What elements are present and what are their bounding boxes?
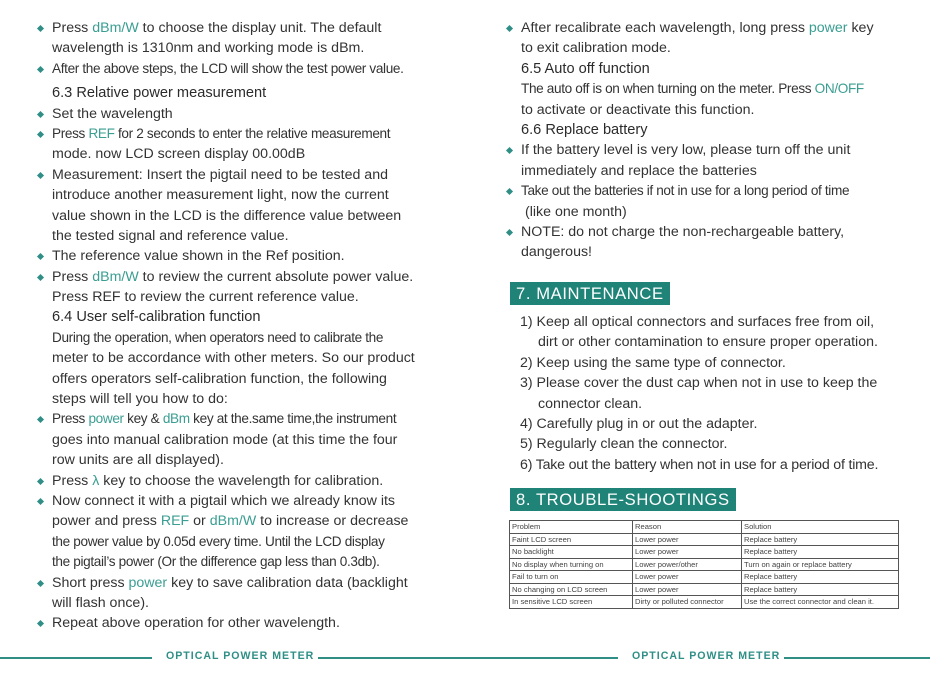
section-title: 7. MAINTENANCE: [510, 282, 670, 305]
footer-rule: [784, 657, 930, 659]
list-item: 1) Keep all optical connectors and surfaces free from oil,: [520, 314, 875, 330]
bullet-line: After the above steps, the LCD will show the test power value.: [36, 59, 444, 79]
heading-6-3: 6.3 Relative power measurement: [52, 85, 267, 102]
section-title: 8. TROUBLE-SHOOTINGS: [510, 488, 736, 511]
bullet-icon: [37, 111, 44, 118]
bullet-line: Press λ key to choose the wavelength for calibration.: [36, 471, 444, 491]
bullet-line: If the battery level is very low, please turn off the unit: [505, 140, 910, 160]
text-line: (like one month): [525, 203, 627, 220]
text-line: introduce another measurement light, now the current: [52, 187, 389, 204]
text-line: to exit calibration mode.: [521, 40, 671, 57]
bullet-icon: [506, 188, 513, 195]
table-cell: Lower power: [633, 571, 742, 584]
table-header-cell: Problem: [510, 521, 633, 534]
table-cell: Lower power: [633, 533, 742, 546]
bullet-icon: [506, 229, 513, 236]
text-line: offers operators self-calibration function, the following: [52, 370, 387, 387]
bullet-line: Press dBm/W to choose the display unit. The default: [36, 18, 444, 38]
text-line: the tested signal and reference value.: [52, 227, 289, 244]
bullet-icon: [37, 498, 44, 505]
text-line: During the operation, when operators need to calibrate the: [52, 329, 384, 345]
text-line: row units are all displayed).: [52, 452, 224, 469]
section-7-header: [510, 282, 670, 305]
table-cell: No backlight: [510, 546, 633, 559]
table-row: [510, 558, 899, 571]
footer-rule: [0, 657, 152, 659]
list-item: 4) Carefully plug in or out the adapter.: [520, 415, 758, 432]
list-item: 2) Keep using the same type of connector.: [520, 354, 786, 371]
text-line: mode. now LCD screen display 00.00dB: [52, 146, 306, 163]
bullet-line: Measurement: Insert the pigtail need to be tested and: [36, 165, 444, 185]
text-line: to activate or deactivate this function.: [521, 101, 755, 118]
text-line: value shown in the LCD is the difference value between: [52, 207, 402, 224]
table-cell: No changing on LCD screen: [510, 583, 633, 596]
bullet-icon: [37, 620, 44, 627]
list-item: 6) Take out the battery when not in use for a period of time.: [520, 456, 879, 473]
bullet-icon: [506, 25, 513, 32]
text-line: steps will tell you how to do:: [52, 391, 228, 408]
table-row: [510, 533, 899, 546]
table-cell: No display when turning on: [510, 558, 633, 571]
bullet-line: Repeat above operation for other wavelength.: [36, 613, 444, 633]
bullet-line: Set the wavelength: [36, 104, 444, 124]
table-cell: Faint LCD screen: [510, 533, 633, 546]
footer-title-left: OPTICAL POWER METER: [166, 650, 315, 662]
bullet-icon: [506, 147, 513, 154]
bullet-line: After recalibrate each wavelength, long press power key: [505, 18, 910, 38]
table-row: [510, 596, 899, 609]
text-line: wavelength is 1310nm and working mode is dBm.: [52, 40, 365, 57]
section-8-header: [510, 488, 736, 511]
bullet-line: Take out the batteries if not in use for a long period of time: [505, 181, 910, 201]
list-item: 3) Please cover the dust cap when not in use to keep the: [520, 375, 878, 392]
table-cell: Use the correct connector and clean it.: [742, 596, 899, 609]
table-cell: Replace battery: [742, 571, 899, 584]
bullet-line: Press dBm/W to review the current absolute power value.: [36, 267, 444, 287]
bullet-line: Now connect it with a pigtail which we already know its: [36, 491, 444, 511]
table-header-cell: Solution: [742, 521, 899, 534]
table-cell: Lower power: [633, 546, 742, 559]
maintenance-list: [508, 312, 908, 475]
table-cell: Replace battery: [742, 533, 899, 546]
bullet-line: Press REF for 2 seconds to enter the relative measurement: [36, 124, 444, 144]
bullet-icon: [37, 416, 44, 423]
table-cell: Replace battery: [742, 583, 899, 596]
text-line: dangerous!: [521, 244, 592, 261]
list-item: 5) Regularly clean the connector.: [520, 436, 728, 453]
bullet-icon: [37, 25, 44, 32]
text-line: goes into manual calibration mode (at this time the four: [52, 431, 398, 448]
bullet-line: Press power key & dBm key at the.same time,the instrument: [36, 409, 444, 429]
table-cell: Lower power: [633, 583, 742, 596]
bullet-icon: [37, 253, 44, 260]
bullet-icon: [37, 66, 44, 73]
right-column: [505, 18, 910, 263]
list-item-cont: connector clean.: [538, 395, 643, 412]
bullet-icon: [37, 478, 44, 485]
text-line: Press REF to review the current reference value.: [52, 289, 359, 306]
text-line: immediately and replace the batteries: [521, 162, 757, 179]
bullet-line: Short press power key to save calibration data (backlight: [36, 573, 444, 593]
footer-title-right: OPTICAL POWER METER: [632, 650, 781, 662]
bullet-icon: [37, 580, 44, 587]
heading-6-4: 6.4 User self-calibration function: [52, 309, 261, 326]
bullet-icon: [37, 131, 44, 138]
bullet-icon: [37, 172, 44, 179]
text-line: meter to be accordance with other meters. So our product: [52, 350, 415, 367]
left-column: [36, 18, 444, 634]
table-cell: Dirty or polluted connector: [633, 596, 742, 609]
text-line: The auto off is on when turning on the meter. Press ON/OFF: [521, 81, 864, 97]
table-row: [510, 546, 899, 559]
text-line: will flash once).: [52, 594, 149, 611]
heading-6-6: 6.6 Replace battery: [521, 121, 648, 138]
table-row: [510, 571, 899, 584]
bullet-icon: [37, 274, 44, 281]
list-item-cont: dirt or other contamination to ensure proper operation.: [538, 334, 878, 351]
table-cell: Replace battery: [742, 546, 899, 559]
footer-rule: [318, 657, 618, 659]
table-cell: Turn on again or replace battery: [742, 558, 899, 571]
text-line: the power value by 0.05d every time. Until the LCD display: [52, 533, 385, 549]
bullet-line: The reference value shown in the Ref position.: [36, 246, 444, 266]
table-header-cell: Reason: [633, 521, 742, 534]
troubleshooting-table: [509, 520, 899, 609]
table-cell: Fail to turn on: [510, 571, 633, 584]
table-cell: In sensitive LCD screen: [510, 596, 633, 609]
bullet-line: NOTE: do not charge the non-rechargeable battery,: [505, 222, 910, 242]
table-row: [510, 583, 899, 596]
table-header-row: [510, 521, 899, 534]
text-line: the pigtail’s power (Or the difference gap less than 0.3db).: [52, 554, 380, 570]
table-cell: Lower power/other: [633, 558, 742, 571]
text-line: power and press REF or dBm/W to increase or decrease: [52, 513, 409, 530]
heading-6-5: 6.5 Auto off function: [521, 60, 650, 77]
